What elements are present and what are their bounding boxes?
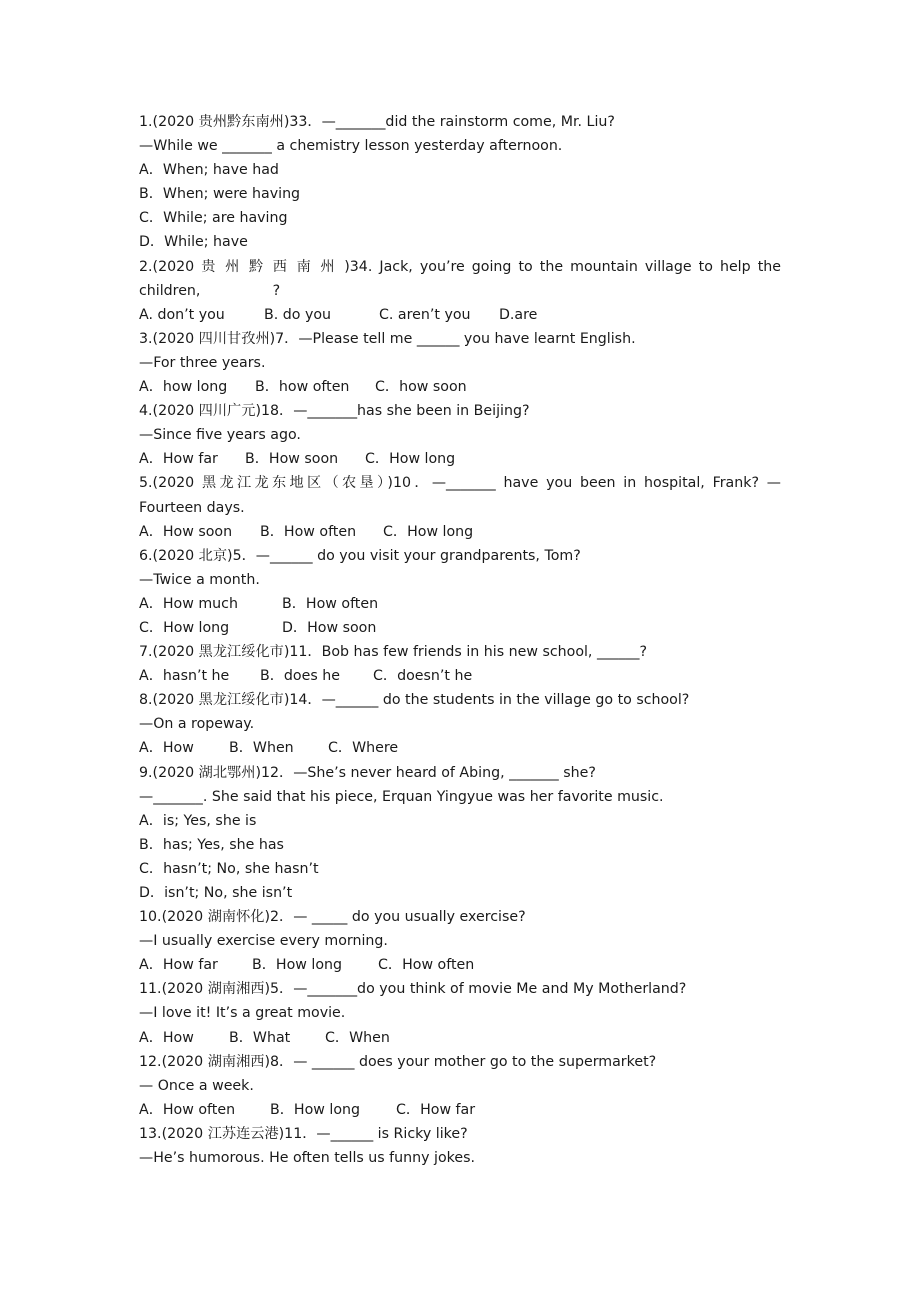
q7-option-c: C．doesn’t he [373,668,473,685]
q2-option-c: C. aren’t you [379,306,471,323]
q10-reply: —I usually exercise every morning. [139,933,388,950]
q9-option-d: D．isn’t; No, she isn’t [139,885,293,901]
q4-option-a: A．How far [139,451,218,468]
q5-option-c: C．How long [383,523,474,540]
q4-reply: —Since five years ago. [139,427,301,444]
q6-option-d: D．How soon [282,619,377,636]
q2-stem-cont: children, ? [139,282,281,299]
q6-options-row-2 [139,616,781,640]
q5-option-a: A．How soon [139,523,233,540]
q1-reply: —While we _______ a chemistry lesson yesterday afternoon. [139,138,563,155]
q9-option-a: A．is; Yes, she is [139,812,257,829]
q7-option-a: A．hasn’t he [139,668,230,685]
q11-option-c: C．When [325,1029,390,1046]
q11-option-b: B．What [229,1029,291,1046]
q1-stem: 1.(2020 贵州黔东南州)33．—_______did the rainstorm come, Mr. Liu? [139,114,615,130]
q10-option-a: A．How far [139,957,218,974]
q7-stem: 7.(2020 黑龙江绥化市)11．Bob has few friends in his new school, ______? [139,644,648,661]
q6-option-a: A．How much [139,595,238,612]
q12-reply: — Once a week. [139,1077,254,1094]
q10-option-c: C．How often [378,957,475,974]
q6-reply: —Twice a month. [139,571,260,588]
q2-option-a: A. don’t you [139,306,225,323]
q6-option-c: C．How long [139,619,230,636]
q3-option-b: B．how often [255,379,350,396]
q8-option-c: C．Where [328,740,399,757]
q6-stem: 6.(2020 北京)5．—______ do you visit your grandparents, Tom? [139,547,581,564]
q4-option-c: C．How long [365,451,456,468]
q12-option-c: C．How far [396,1101,476,1118]
q1-option-a: A．When; have had [139,162,279,179]
q5-stem: 5.(2020 黑龙江龙东地区（农垦）)10．—_______ have you been in hospital, Frank? — [139,475,781,492]
q8-option-a: A．How [139,740,194,757]
q3-reply: —For three years. [139,354,266,371]
q3-options [139,375,781,399]
q12-option-a: A．How often [139,1101,236,1118]
q10-options [139,953,781,977]
q6-options-row-1 [139,592,781,616]
q6-option-b: B．How often [282,595,379,612]
q11-reply: —I love it! It’s a great movie. [139,1005,346,1022]
q13-reply: —He’s humorous. He often tells us funny jokes. [139,1150,476,1167]
q11-stem: 11.(2020 湖南湘西)5．—_______do you think of movie Me and My Motherland? [139,981,687,998]
q8-stem: 8.(2020 黑龙江绥化市)14．—______ do the students in the village go to school? [139,692,690,709]
q11-option-a: A．How [139,1029,194,1046]
q9-option-b: B．has; Yes, she has [139,836,284,853]
q2-option-d: D.are [499,306,538,323]
q9-option-c: C．hasn’t; No, she hasn’t [139,860,319,877]
document-body [139,110,781,1170]
q3-stem: 3.(2020 四川甘孜州)7．—Please tell me ______ you have learnt English. [139,330,636,347]
q5-reply: Fourteen days. [139,499,245,516]
q10-stem: 10.(2020 湖南怀化)2．— _____ do you usually exercise? [139,909,526,926]
q12-option-b: B．How long [270,1101,361,1118]
q8-reply: —On a ropeway. [139,716,255,733]
q4-options [139,447,781,471]
q13-stem: 13.(2020 江苏连云港)11．—______ is Ricky like? [139,1125,468,1142]
q2-options [139,303,781,327]
q12-options [139,1098,781,1122]
q3-option-c: C．how soon [375,379,467,396]
q1-option-c: C．While; are having [139,210,288,227]
q5-options [139,520,781,544]
q9-stem: 9.(2020 湖北鄂州)12．—She’s never heard of Abing, _______ she? [139,764,596,781]
q9-reply: —_______. She said that his piece, Erquan Yingyue was her favorite music. [139,788,664,805]
q2-stem: 2.(2020 贵 州 黔 西 南 州 )34. Jack, you’re going to the mountain village to help the [139,258,781,275]
q4-stem: 4.(2020 四川广元)18．—_______has she been in Beijing? [139,403,530,420]
q2-option-b: B. do you [264,306,332,323]
q4-option-b: B．How soon [245,451,339,468]
q8-options [139,736,781,760]
q8-option-b: B．When [229,740,294,757]
q1-option-d: D．While; have [139,234,248,251]
q7-options [139,664,781,688]
q12-stem: 12.(2020 湖南湘西)8．— ______ does your mother go to the supermarket? [139,1053,657,1070]
q1-option-b: B．When; were having [139,186,301,203]
q5-option-b: B．How often [260,523,357,540]
q10-option-b: B．How long [252,957,343,974]
q7-option-b: B．does he [260,668,340,685]
q11-options [139,1026,781,1050]
q3-option-a: A．how long [139,379,228,396]
